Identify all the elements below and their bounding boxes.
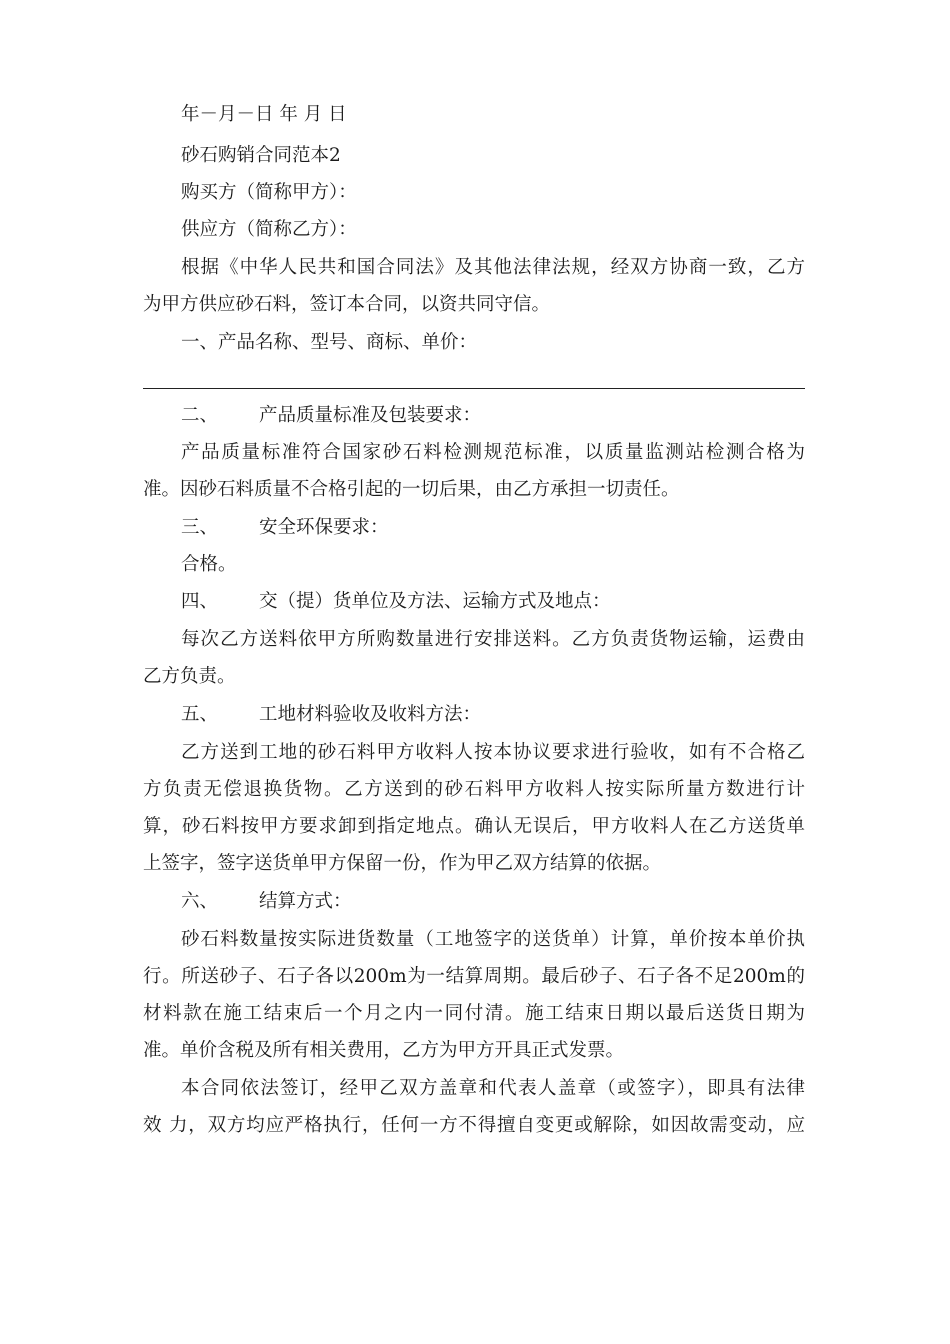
section2-number: 二、 xyxy=(181,405,219,426)
preamble-line-2: 为甲方供应砂石料，签订本合同，以资共同守信。 xyxy=(143,294,551,315)
section5-body-line-4: 上签字，签字送货单甲方保留一份，作为甲乙双方结算的依据。 xyxy=(143,853,662,874)
section3-heading xyxy=(181,516,389,540)
section5-title: 工地材料验收及收料方法： xyxy=(259,704,482,725)
section2-body-line-2: 准。因砂石料质量不合格引起的一切后果，由乙方承担一切责任。 xyxy=(143,479,680,500)
closing-line-2: 效 力，双方均应严格执行，任何一方不得擅自变更或解除，如因故需变动，应 xyxy=(143,1115,805,1136)
date-line: 年－月－日 年 月 日 xyxy=(181,104,347,125)
closing-line-1: 本合同依法签订，经甲乙双方盖章和代表人盖章（或签字），即具有法律 xyxy=(181,1078,805,1099)
section4-title: 交（提）货单位及方法、运输方式及地点： xyxy=(259,591,611,612)
section1-heading: 一、产品名称、型号、商标、单价： xyxy=(181,332,478,353)
section5-body-line-3: 算，砂石料按甲方要求卸到指定地点。确认无误后，甲方收料人在乙方送货单 xyxy=(143,816,805,837)
section2-heading xyxy=(181,404,481,428)
section6-body-line-3: 材料款在施工结束后一个月之内一同付清。施工结束日期以最后送货日期为 xyxy=(143,1003,805,1024)
section6-body-line-4: 准。单价含税及所有相关费用，乙方为甲方开具正式发票。 xyxy=(143,1040,625,1061)
fill-in-rule xyxy=(143,388,805,389)
section2-title: 产品质量标准及包装要求： xyxy=(259,405,482,426)
section6-body-line-2: 行。所送砂子、石子各以200m为一结算周期。最后砂子、石子各不足200m的 xyxy=(143,966,805,987)
section6-heading xyxy=(181,890,352,914)
section4-number: 四、 xyxy=(181,591,219,612)
preamble-line-1: 根据《中华人民共和国合同法》及其他法律法规，经双方协商一致，乙方 xyxy=(181,257,805,278)
section3-number: 三、 xyxy=(181,517,219,538)
section2-body-line-1: 产品质量标准符合国家砂石料检测规范标准，以质量监测站检测合格为 xyxy=(181,442,805,463)
supplier-line: 供应方（简称乙方）： xyxy=(181,219,357,240)
section5-body-line-2: 方负责无偿退换货物。乙方送到的砂石料甲方收料人按实际所量方数进行计 xyxy=(143,779,805,800)
section6-body-line-1: 砂石料数量按实际进货数量（工地签字的送货单）计算，单价按本单价执 xyxy=(181,929,805,950)
section6-number: 六、 xyxy=(181,891,219,912)
document-title: 砂石购销合同范本2 xyxy=(181,145,341,166)
section3-body-line-1: 合格。 xyxy=(181,554,237,575)
section4-body-line-1: 每次乙方送料依甲方所购数量进行安排送料。乙方负责货物运输，运费由 xyxy=(181,629,805,650)
section4-body-line-2: 乙方负责。 xyxy=(143,666,236,687)
buyer-line: 购买方（简称甲方）： xyxy=(181,182,357,203)
section5-heading xyxy=(181,703,481,727)
section4-heading xyxy=(181,590,611,614)
section5-body-line-1: 乙方送到工地的砂石料甲方收料人按本协议要求进行验收，如有不合格乙 xyxy=(181,742,805,763)
section6-title: 结算方式： xyxy=(259,891,352,912)
section5-number: 五、 xyxy=(181,704,219,725)
section3-title: 安全环保要求： xyxy=(259,517,389,538)
